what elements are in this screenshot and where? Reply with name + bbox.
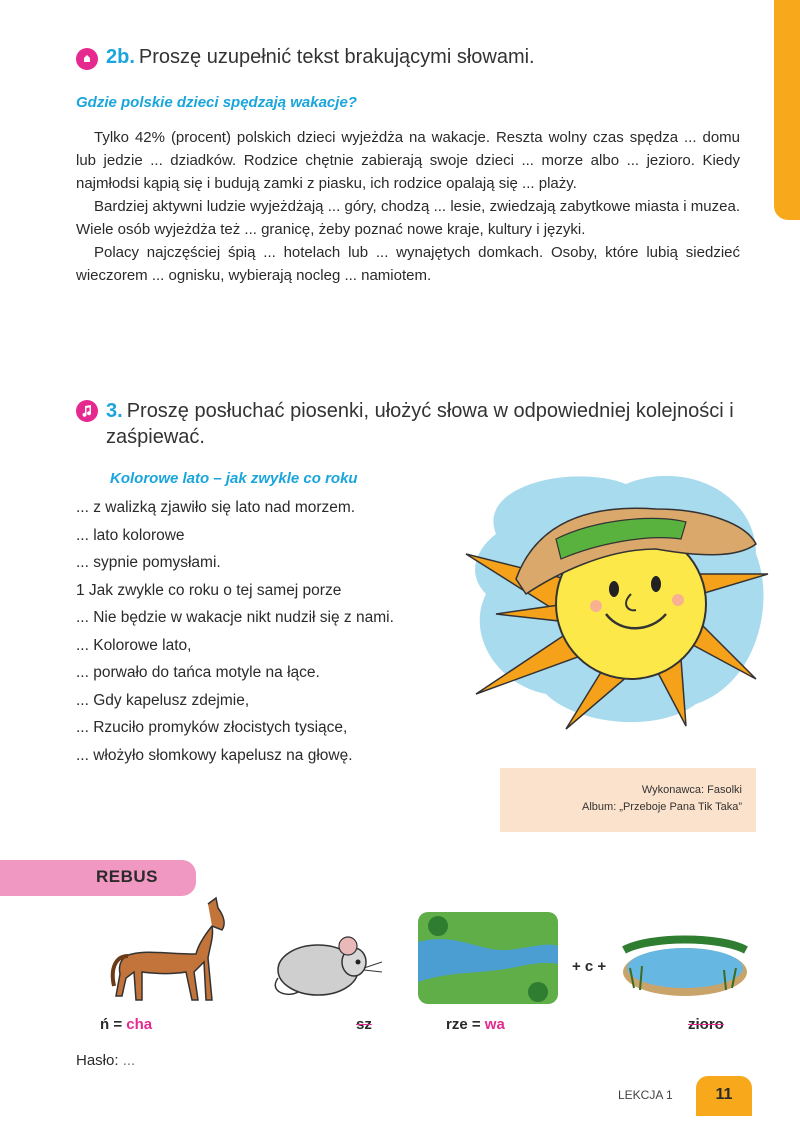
song-line: 1 Jak zwykle co roku o tej samej porze (76, 581, 342, 599)
credit-performer: Wykonawca: Fasolki (641, 784, 742, 796)
lesson-label: LEKCJA 1 (618, 1088, 673, 1102)
song-line: ... Gdy kapelusz zdejmie, (76, 691, 250, 709)
paragraph: Bardziej aktywni ludzie wyjeżdżają ... góry, chodzą ... lesie, zwiedzają zabytkowe miasta i muzea. Wiele osób wyjeżdża też ... granicę, żeby poznać nowe kraje, kultury i języki. (76, 198, 740, 238)
task-2b-heading (76, 46, 535, 70)
song-line: ... Kolorowe lato, (76, 636, 192, 654)
song-line: ... Rzuciło promyków złocistych tysiące, (76, 719, 348, 736)
side-tab (774, 0, 800, 220)
song-credit (500, 768, 756, 832)
rebus-label-2: sz (356, 1016, 372, 1033)
song-line: ... włożyło słomkowy kapelusz na głowę. (76, 746, 353, 764)
river-picture (418, 912, 558, 1004)
rebus-label-4: zioro (688, 1016, 724, 1033)
song-line: ... lato kolorowe (76, 526, 185, 544)
page-number: 11 (696, 1076, 752, 1116)
rebus-label-1: ń = cha (100, 1016, 153, 1033)
plus-c-operator: + c + (572, 958, 607, 975)
task-number: 3. (106, 400, 123, 422)
horse-picture (108, 896, 228, 1008)
credit-album: Album: „Przeboje Pana Tik Taka” (582, 801, 742, 813)
password-line (76, 1052, 135, 1069)
song-title: Kolorowe lato – jak zwykle co roku (110, 470, 358, 487)
rebus-header (0, 860, 196, 896)
song-line: ... Nie będzie w wakacje nikt nudził się z nami. (76, 609, 394, 626)
rebus-label-3: rze = wa (446, 1016, 505, 1033)
sun-with-hat-illustration (456, 464, 774, 732)
song-line: ... porwało do tańca motyle na łące. (76, 664, 320, 681)
paragraph: Polacy najczęściej śpią ... hotelach lub ... wynajętych domkach. Osoby, które lubią siedzieć wieczorem ... ognisku, wybierają nocleg ... namiotem. (76, 244, 740, 284)
rebus-title: REBUS (96, 867, 159, 886)
song-line: ... z walizką zjawiło się lato nad morzem. (76, 499, 356, 516)
task-3-heading (76, 398, 756, 450)
reading-text (76, 126, 740, 287)
lake-picture (620, 928, 750, 1000)
password-label: Hasło: (76, 1052, 119, 1069)
mouse-picture (268, 912, 386, 1004)
password-blank: ... (122, 1052, 136, 1069)
music-note-icon (76, 400, 98, 422)
text-title: Gdzie polskie dzieci spędzają wakacje? (76, 94, 357, 111)
task-instruction: Proszę posłuchać piosenki, ułożyć słowa w odpowiedniej kolejności i zaśpiewać. (106, 400, 734, 448)
task-instruction: Proszę uzupełnić tekst brakującymi słowami. (138, 46, 535, 68)
task-number: 2b. (106, 46, 135, 68)
paragraph: Tylko 42% (procent) polskich dzieci wyjeżdża na wakacje. Reszta wolny czas spędza ... domu lub jedzie ... dziadków. Rodzice chętnie zabierają swoje dzieci ... morze albo ... jezioro. Kiedy najmłodsi kąpią się i budują zamki z piasku, ich rodzice opalają się ... plaży. (76, 129, 740, 192)
song-lines (76, 494, 394, 769)
song-line: ... sypnie pomysłami. (76, 554, 221, 571)
pencil-icon (76, 48, 98, 70)
